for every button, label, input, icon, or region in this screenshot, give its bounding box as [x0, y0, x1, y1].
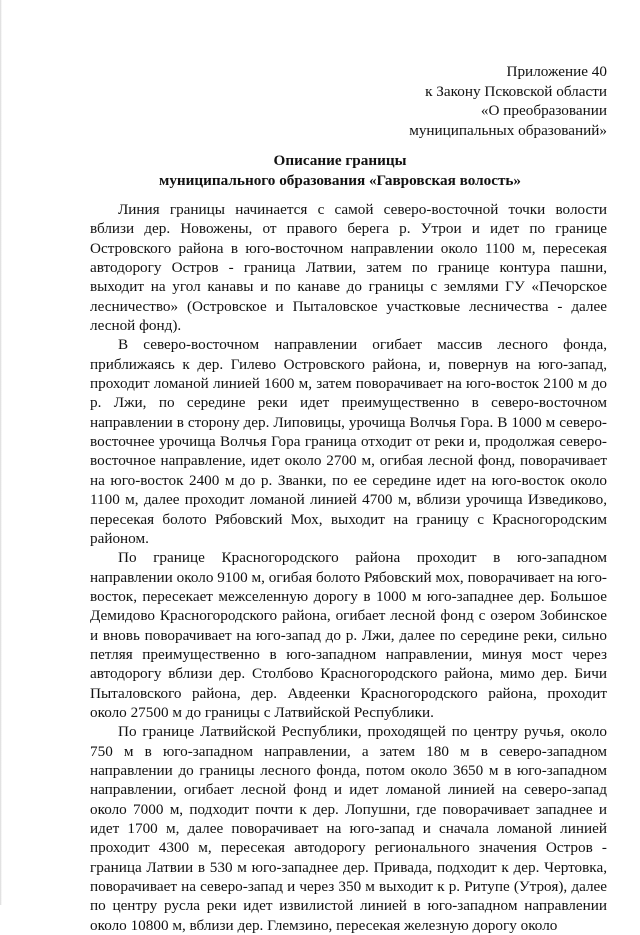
appendix-number: Приложение 40 [506, 63, 607, 80]
appendix-law-reference: к Закону Псковской области [425, 82, 607, 100]
document-body [90, 200, 607, 935]
title-line2: муниципального образования «Гавровская волость» [158, 171, 522, 189]
paragraph: В северо-восточном направлении огибает массив лесного фонда, приближаясь к дер. Гилево Островского района, и, повернув на юго-запад, проходит ломаной линией 1600 м, затем поворачивает на юго-восток 2100 м до р. Лжи, по середине реки идет преимущественно в северо-восточном направлении в сторону дер. Липовицы, урочища Волчья Гора. В 1000 м северо-восточнее урочища Волчья Гора граница отходит от реки и, продолжая северо-восточное направление, идет около 2700 м, огибая лесной фонд, поворачивает на юго-восток 2400 м до р. Званки, по ее середине идет на юго-восток около 1100 м, далее проходит ломаной линией 4700 м, вблизи урочища Изведиково, пересекая болото Рябовский Мох, выходит на границу с Красногородским районом. [90, 336, 607, 547]
page-edge [0, 0, 2, 905]
paragraph: По границе Красногородского района проходит в юго-западном направлении около 9100 м, огибая болото Рябовский мох, поворачивает на юго-восток, пересекает межселенную дорогу в 1000 м юго-западнее дер. Большое Демидово Красногородского района, огибает лесной фонд с озером Зобинское и вновь поворачивает на юго-запад до р. Лжи, далее по середине реки, сильно петляя преимущественно в юго-западном направлении, минуя мост через автодорогу вблизи дер. Столбово Красногородского района, мимо дер. Бичи Пыталовского района, дер. Авдеенки Красногородского района, проходит около 27500 м до границы с Латвийской Республики. [90, 549, 607, 721]
appendix-header [287, 62, 607, 140]
appendix-law-title-line2: муниципальных образований» [409, 121, 607, 139]
title-line1: Описание границы [273, 152, 407, 169]
appendix-law-title-line1: «О преобразовании [480, 102, 607, 120]
paragraph: По границе Латвийской Республики, проходящей по центру ручья, около 750 м в юго-западном направлении, а затем 180 м в северо-западном направлении до границы лесного фонда, потом около 3650 м в юго-западном направлении, огибает лесной фонд и идет ломаной линией на северо-запад около 7000 м, подходит почти к дер. Лопушни, где поворачивает западнее и идет 1700 м, далее поворачивает на юго-запад и сначала ломаной линией проходит 4300 м, пересекая автодорогу регионального значения Остров - граница Латвии в 530 м юго-западнее дер. Привада, подходит к дер. Чертовка, поворачивает на северо-запад и через 350 м выходит к р. Ритупе (Утроя), далее по центру русла реки идет извилистой линией в юго-западном направлении около 10800 м, вблизи дер. Глемзино, пересекая железную дорогу около [90, 723, 607, 934]
paragraph: Линия границы начинается с самой северо-восточной точки волости вблизи дер. Новожены, от правого берега р. Утрои и идет по границе Островского района в юго-восточном направлении около 1100 м, пересекая автодорогу Остров - граница Латвии, затем по границе контура пашни, выходит на угол канавы и по канаве до границы с землями ГУ «Печорское лесничество» (Островское и Пыталовское участковые лесничества - далее лесной фонд). [90, 201, 607, 335]
document-title [90, 151, 590, 190]
